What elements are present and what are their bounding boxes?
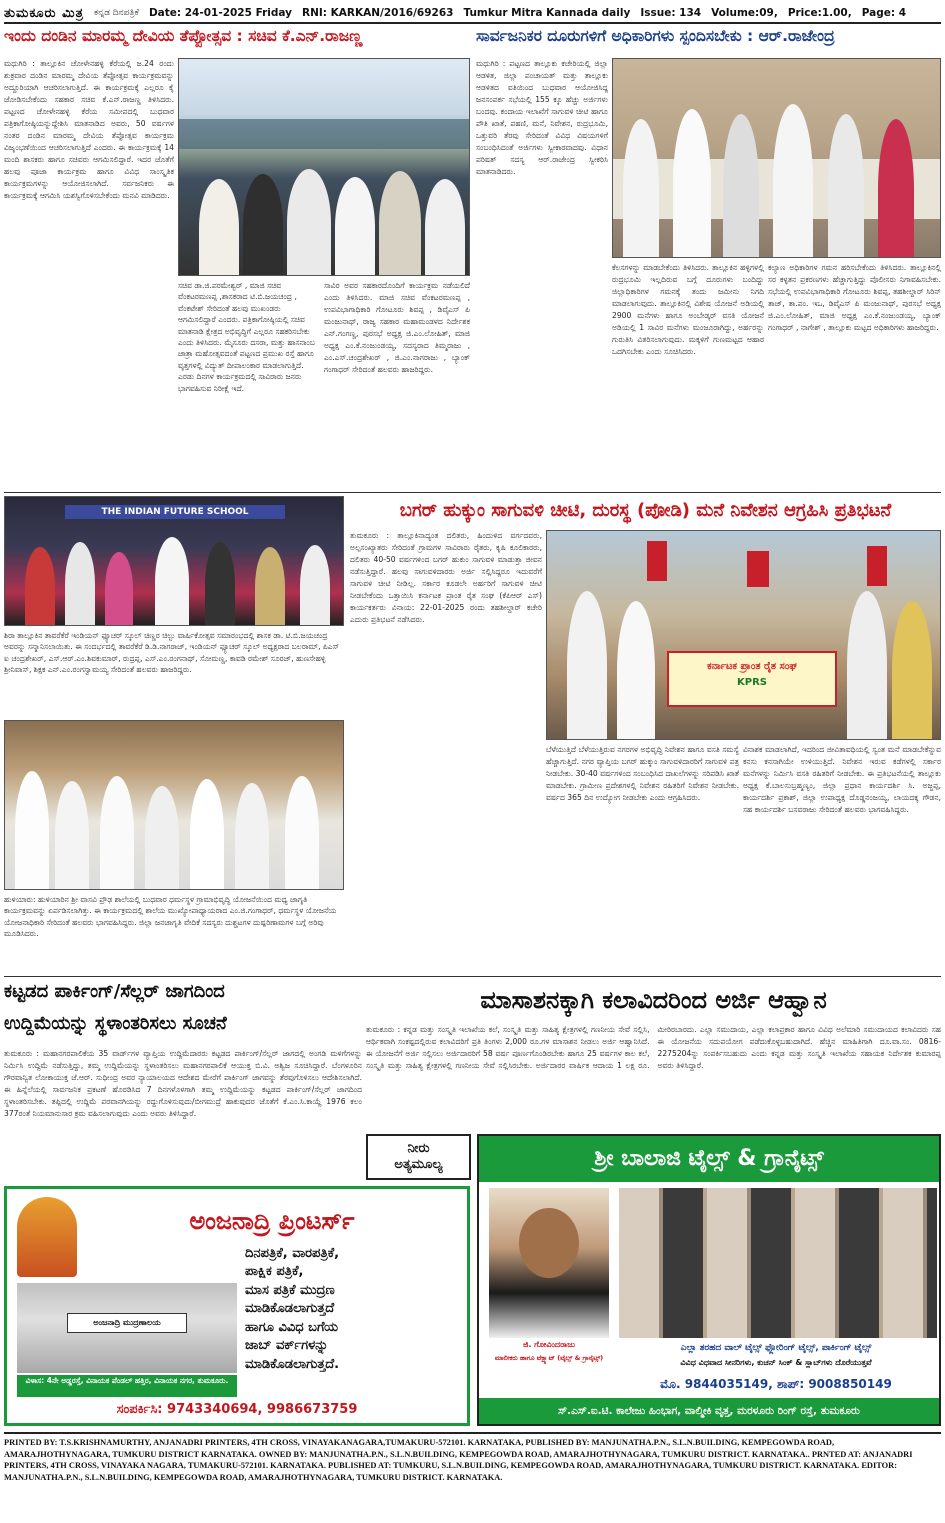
protest-photo	[546, 530, 941, 740]
masthead	[4, 4, 941, 24]
story2-column-3: ಕಲ್ಯಾಣ ಅಧಿಕಾರಿಗಳ ಗಮನ ಹರಿಸಬೇಕೆಂದು ತಿಳಿಸಿದರು. ತಾಲ್ಲೂಕಿನಲ್ಲಿ ಸರ ಕಳ್ಳತನ ಪ್ರಕರಣಗಳು ಹೆಚ್ಚಾಗುತ್ತಿದ್ದು ಪೊಲೀಸರು ನಿಗಾವಹಿಸಬೇಕು. ಸಭೆಯಲ್ಲಿ ಉಪವಿಭಾಗಾಧಿಕಾರಿ ಗೋಟೂರು ಶಿವಪ್ಪ, ತಹಶೀಲ್ದಾರ್ ಸಿರಿನ್ ತಾಜ್, ತಾ.ಪಂ. ಇಒ, ಡಿವೈಎಸ್ ಪಿ ಮಂಜುನಾಥ್, ಪುರಸಭೆ ಅಧ್ಯಕ್ಷ ಜಿ.ಎಂ.ಲೋಹಿತ್, ಮಾಜಿ ಅಧ್ಯಕ್ಷ ಎಂ.ಕೆ.ನಂಜುಂಡಯ್ಯ, ಬ್ಯಾಂಕ್ ಗಂಗಾಧರ್ , ನಾಗೇಶ್ , ತಾಲ್ಲೂಕು ಮಟ್ಟದ ಅಧಿಕಾರಿಗಳು ಹಾಜರಿದ್ದರು.	[768, 263, 941, 332]
balaji-desc-2: ವಿವಿಧ ವಿಧವಾದ ಸೀನರಿಗಳು, ಕುಚನ್ ಸಿಂಕ್ & ಸ್ಲಾಬ್‌ಗಳು ದೊರೆಯುತ್ತವೆ	[680, 1358, 872, 1367]
story2-headline: ಸಾರ್ವಜನಿಕರ ದೂರುಗಳಿಗೆ ಅಧಿಕಾರಿಗಳು ಸ್ಪಂದಿಸಬೇಕು : ಆರ್.ರಾಜೇಂದ್ರ	[476, 28, 835, 45]
owner-title: ಮಾಲೀಕರು ಹಾಗೂ ಟೆಕ್ಷ್ಯಾಟ್ (ಟೈಲ್ಸ್ & ಗ್ರಾನೈಟ್ಸ್)	[494, 1354, 604, 1362]
balaji-ad-title: ಶ್ರೀ ಬಾಲಾಜಿ ಟೈಲ್ಸ್ & ಗ್ರಾನೈಟ್ಸ್	[479, 1136, 939, 1182]
protest-banner-text: ಕರ್ನಾಟಕ ಪ್ರಾಂತ ರೈತ ಸಂಘ	[707, 661, 797, 672]
story4-headline-line1: ಕಟ್ಟಡದ ಪಾರ್ಕಿಂಗ್/ಸೆಲ್ಲರ್ ಜಾಗದಿಂದ	[4, 982, 225, 1002]
story4-headline-line2: ಉದ್ದಿಮೆಯನ್ನು ಸ್ಥಳಾಂತರಿಸಲು ಸೂಚನೆ	[4, 1014, 227, 1034]
masthead-subtitle: ಕನ್ನಡ ದಿನಪತ್ರಿಕೆ	[93, 8, 139, 18]
school-event-photo	[4, 496, 344, 626]
service-line: ಜಾಬ್ ವರ್ಕ್‌ಗಳನ್ನು	[245, 1338, 329, 1354]
story2-photo	[612, 58, 941, 258]
school-caption-1: ಶಿರಾ ತಾಲ್ಲೂಕಿನ ತಾವರೆಕೆರೆ ಇಂಡಿಯನ್ ಫ್ಯೂಚರ್ ಸ್ಕೂಲ್ ಚಿಣ್ಣರ ಚಿಲ್ಟು ವಾರ್ಷಿಕೋತ್ಸವ ಸಮಾರಂಭದಲ್ಲಿ ಶಾಸಕ ಡಾ. ಟಿ.ಬಿ.ಜಯಚಂದ್ರ ಅವರನ್ನು ಸನ್ಮಾನಿಸಲಾಯಿತು. ಈ ಸಂದರ್ಭದಲ್ಲಿ ತಾವರೆಕೆರೆ ಡಿ.ಡಿ.ನಾಗರಾಜ್, ಇಂಡಿಯನ್ ಫ್ಯೂಚರ್ ಸ್ಕೂಲ್ ಅಧ್ಯಕ್ಷರಾದ ಬಲರಾಮ್, ಪಿಎಸ್ ಐ ಚಂದ್ರಶೇಖರ್, ಎಸ್.ಆರ್.ಎಂ.ಶಿವಕುಮಾರ್, ರುದ್ರಪ್ಪ, ಎಸ್.ಎಂ.ರಂಗನಾಥ್, ಸೋಮಣ್ಣ, ಕಾವಡಿ ರಮೇಶ್ ಸೂರಜ್, ಹುಣಸೇಹಳ್ಳಿ ಶ್ರೀನಿವಾಸ್, ಶಿಕ್ಷಕ ಎನ್.ಎಂ.ರಂಗಸ್ವಾಮಯ್ಯ ಸೇರಿದಂತೆ ಹಲವರು ಹಾಜರಿದ್ದರು.	[4, 631, 340, 675]
story2-column-1: ಮಧುಗಿರಿ : ಪಟ್ಟಣದ ತಾಲ್ಲೂಕು ಕಚೇರಿಯಲ್ಲಿ ಜಿಲ್ಲಾ ಆಡಳಿತ, ಜಿಲ್ಲಾ ಪಂಚಾಯತ್ ಮತ್ತು ತಾಲ್ಲೂಕು ಆಡಳಿತದ ವತಿಯಿಂದ ಬುಧವಾರ ಆಯೋಜಿಸಿದ್ದ ಜನಸಂಪರ್ಕ ಸಭೆಯಲ್ಲಿ 155 ಕ್ಕೂ ಹೆಚ್ಚು ಅರ್ಜಿಗಳು ಬಂದವು. ಕಂದಾಯ ಇಲಾಖೆಗೆ ಸಾಗುವಳಿ ಚೀಟಿ ಹಾಗೂ ಪೌತಿ ಖಾತೆ, ಪಹಣಿ, ಮನೆ, ನಿವೇಶನ, ರುದ್ರಭೂಮಿ, ಒತ್ತುವರಿ ತೆರವು ಸೇರಿದಂತೆ ವಿವಿಧ ವಿಷಯಗಳಿಗೆ ಸಂಬಂಧಿಸಿದಂತೆ ಅರ್ಜಿಗಳು ಸ್ವೀಕಾರವಾದವು. ವಿಧಾನ ಪರಿಷತ್ ಸದಸ್ಯ ಆರ್.ರಾಜೇಂದ್ರ ಸ್ವೀಕರಿಸಿ ಮಾತನಾಡಿದರು.	[476, 59, 608, 176]
story1-column-3: ಸಾವಿರ ಅವರ ಸಹಕಾರದೊಂದಿಗೆ ಕಾರ್ಯಕ್ರಮ ನಡೆಯಲಿದೆ ಎಂದು ತಿಳಿಸಿದರು. ಮಾಜಿ ಸಚಿವ ವೆಂಕಟರಮಣಪ್ಪ , ಉಪವಿಭಾಗಾಧಿಕಾರಿ ಗೋಟೂರು ಶಿವಪ್ಪ , ಡಿವೈಎಸ್ ಪಿ ಮಂಜುನಾಥ್, ರಾಜ್ಯ ಸಹಕಾರ ಮಹಾಮಂಡಳದ ನಿರ್ದೇಶಕ ಎನ್.ಗಂಗಣ್ಣ, ಪುರಸಭೆ ಅಧ್ಯಕ್ಷ ಜಿ.ಎಂ.ಲೋಹಿತ್, ಮಾಜಿ ಅಧ್ಯಕ್ಷ ಎಂ.ಕೆ.ನಂಜುಂಡಯ್ಯ, ಸದಸ್ಯರಾದ ತಿಮ್ಮರಾಜು , ಎಂ.ಎಸ್.ಚಂದ್ರಶೇಖರ್ , ಜಿ.ಎಂ.ನಾಗರಾಜು , ಬ್ಯಾಂಕ್ ಗಂಗಾಧರ್ ಸೇರಿದಂತೆ ಹಲವರು ಹಾಜರಿದ್ದರು.	[324, 281, 470, 374]
rni-number: RNI: KARKAN/2016/69263	[301, 7, 454, 19]
story1-photo	[178, 58, 470, 276]
price: Price:1.00,	[787, 7, 852, 19]
imprint-footer: PRINTED BY: T.S.KRISHNAMURTHY, ANJANADRI PRINTERS, 4TH CROSS, VINAYAKANAGARA,TUMAKURU-572101. KARNATAKA, PUBLISHED BY: MANJUNATHA.P.N., S.L.N.BUILDING, KEMPEGOWDA ROAD, AMARAJHOTHYNAGARA, TUMKURU DISTRICT KARNATAKA. OWNED BY: MANJUNATHA.P.N., S.L.N.BUILDING, KEMPEGOWDA ROAD, AMARAJHOTHYNAGARA, TUMKURU DISTRICT. KARNATAKA.. PRNTED AT: ANJANADRI PRINTERS, 4TH CROSS, VINAYAKA NAGARA, TUMAKURU-572101. KARNATAKA. PUBLISHED AT: TUMKURU, S.L.N.BUILDING, KEMPEGOWDA ROAD, AMARAJHOTHYNAGARA, TUMKURU DISTRICT. KARNATAKA. EDITOR: MANJUNATHA.P.N., S.L.N.BUILDING, KEMPEGOWDA ROAD, AMARAJHOTHYNAGARA, TUMKURU DISTRICT. KARNATAKA.	[4, 1432, 941, 1518]
students-photo	[4, 720, 344, 890]
story3-column-1: ತುಮಕೂರು : ತಾಲ್ಲೂಕಿನಾದ್ಯಂತ ದಲಿತರು, ಹಿಂದುಳಿದ ವರ್ಗದವರು, ಅಲ್ಪಸಂಖ್ಯಾತರು ಸೇರಿದಂತೆ ಗ್ರಾಮಗಳ ಸಾವಿರಾರು ರೈತರು, ಕೃಷಿ ಕೂಲಿಕಾರರು, ದಲಿತರು 40-50 ವರ್ಷಗಳಿಂದ ಬಗರ್ ಹುಕುಂ ಸಾಗುವಳಿ ಮಾಡುತ್ತಾ ಜೀವನ ನಡೆಸುತ್ತಿದ್ದಾರೆ. ಹಲವು ಸಾಗುವಳಿದಾರರು ಅರ್ಜಿ ಸಲ್ಲಿಸಿದ್ದರೂ ಇದುವರೆಗೆ ಸಾಗುವಳಿ ಚೀಟಿ ನೀಡಿಲ್ಲ. ಸರ್ಕಾರ ಕೂಡಲೇ ಅರ್ಹರಿಗೆ ಸಾಗುವಳಿ ಚೀಟಿ ನೀಡಬೇಕೆಂದು ಒತ್ತಾಯಿಸಿ ಕರ್ನಾಟಕ ಪ್ರಾಂತ ರೈತ ಸಂಘ (ಕೆಪಿಆರ್ ಎಸ್) ಕಾರ್ಯಕರ್ತರು ವಿನಾಯ: 22-01-2025 ರಂದು ತಹಶೀಲ್ದಾರ್ ಕಚೇರಿ ಎದುರು ಪ್ರತಿಭಟನೆ ನಡೆಸಿದರು.	[350, 531, 542, 624]
school-caption-2: ಹುಳಿಯಾರು: ಹುಳಿಯಾರಿನ ಶ್ರೀ ವಾಸವಿ ಪ್ರೌಢ ಶಾಲೆಯಲ್ಲಿ ಬುಧವಾರ ಧರ್ಮಸ್ಥಳ ಗ್ರಾಮಾಭಿವೃದ್ಧಿ ಯೋಜನೆಯಿಂದ ಮಧ್ಯ ಜಾಗೃತಿ ಕಾರ್ಯಕ್ರಮವನ್ನು ಏರ್ಪಡಿಸಲಾಗಿತ್ತು. ಈ ಕಾರ್ಯಕ್ರಮದಲ್ಲಿ ಶಾಲೆಯ ಮುಖ್ಯೋಪಾಧ್ಯಾಯರಾದ ಎಂ.ಜಿ.ಗಂಗಾಧರ್, ಧರ್ಮಸ್ಥಳ ಯೋಜನೆಯ ಯೋಜನಾಧಿಕಾರಿ ಸೇರಿದಂತೆ ಹಲವರು ಭಾಗವಹಿಸಿದ್ದರು. ಜಿಲ್ಲಾ ಜನಜಾಗೃತಿ ವೇದಿಕೆ ಸದಸ್ಯರು ದುಶ್ಚಟಗಳ ದುಷ್ಪರಿಣಾಮಗಳ ಬಗ್ಗೆ ಅರಿವು ಮೂಡಿಸಿದರು.	[4, 895, 337, 939]
anjanadri-printers-ad	[4, 1186, 470, 1426]
service-line: ಮಾಸ ಪತ್ರಿಕೆ ಮುದ್ರಣ	[245, 1282, 335, 1298]
service-line: ದಿನಪತ್ರಿಕೆ, ವಾರಪತ್ರಿಕೆ,	[245, 1246, 340, 1261]
service-line: ಮಾಡಿಕೊಡಲಾಗುತ್ತದೆ	[245, 1301, 335, 1317]
newspaper-logo: ತುಮಕೂರು ಮಿತ್ರ	[4, 5, 84, 21]
story2-column-2: ಕೆಲಸಗಳನ್ನು ಮಾಡಬೇಕೆಂದು ತಿಳಿಸಿದರು. ತಾಲ್ಲೂಕಿನ ಹಳ್ಳಿಗಳಲ್ಲಿ ರುದ್ರಭೂಮಿ ಇಲ್ಲದಿರುವ ಬಗ್ಗೆ ದೂರುಗಳು ಬಂದಿದ್ದು ಜಿಲ್ಲಾಧಿಕಾರಿಗಳ ಗಮನಕ್ಕೆ ತಂದು ಜಮೀನು ನಿಗದಿ ಮಾಡಲಾಗುವುದು. ತಾಲ್ಲೂಕಿನಲ್ಲಿ ವಿಶೇಷ ಯೋಜನೆ ಅಡಿಯಲ್ಲಿ 2900 ಮನೆಗಳು ಹಾಗೂ ಅಂಬೇಡ್ಕರ್ ವಸತಿ ಯೋಜನೆ ಅಡಿಯಲ್ಲಿ 1 ಸಾವಿರ ಮನೆಗಳು ಮಂಜೂರಾಗಿದ್ದು, ಅರ್ಹರನ್ನು ಗುರುತಿಸಿ ವಿತರಿಸಲಾಗುವುದು. ಮಕ್ಕಳಿಗೆ ಗುಣಮಟ್ಟದ ಆಹಾರ ಒದಗಿಸಬೇಕು ಎಂದು ಸೂಚಿಸಿದರು.	[612, 263, 764, 356]
protest-banner-kprs: KPRS	[737, 677, 767, 688]
story3-column-3: ವಿನಾಶಕ ಮಾಡಲಾಗಿದೆ, ಇದರಿಂದ ಜೀವಿತಾವಧಿಯಲ್ಲಿ ಸ್ವಂತ ಮನೆ ಮಾಡಬೇಕೆನ್ನುವ ಕನಸು ಕನಸಾಗಿಯೇ ಉಳಿಯುತ್ತಿದೆ. ನಿವೇಶನ ಇರುವ ಕಡೆಗಳಲ್ಲಿ ಸರ್ಕಾರ ಮನೆಗಳನ್ನು ನಿರ್ಮಿಸಿ ವಸತಿ ರಹಿತರಿಗೆ ನೀಡಬೇಕು. ಈ ಪ್ರತಿಭಟನೆಯಲ್ಲಿ ತಾಲ್ಲೂಕು ಅಧ್ಯಕ್ಷ ಕೆ.ಬಾಲಸುಬ್ರಹ್ಮಣ್ಯಂ, ಜಿಲ್ಲಾ ಪ್ರಧಾನ ಕಾರ್ಯದರ್ಶಿ ಸಿ. ಅಜ್ಜಪ್ಪ, ಕಾರ್ಯದರ್ಶಿ ಪ್ರಕಾಶ್, ಜಿಲ್ಲಾ ಉಪಾಧ್ಯಕ್ಷ ದೊಡ್ಡನಂಜಯ್ಯ, ಲಾಯದಕ್ಕ ಗೌಡನ, ಸಹ ಕಾರ್ಯದರ್ಶಿ ಬಸವರಾಜು ಸೇರಿದಂತೆ ಹಲವರು ಭಾಗವಹಿಸಿದ್ದರು.	[743, 745, 941, 814]
story3-column-2: ಬೆಳೆಯುತ್ತಿದೆ ಬೆಳೆಯುತ್ತಿರುವ ನಗರಗಳ ಅಭಿವೃದ್ಧಿ ನಿವೇಶನ ಹಾಗೂ ವಸತಿ ಸಮಸ್ಯೆ ಹೆಚ್ಚಾಗುತ್ತಿದೆ. ನಗರ ವ್ಯಾಪ್ತಿಯ ಬಗರ್ ಹುಕ್ಕುಂ ಸಾಗುವಳಿದಾರರಿಗೆ ಸಾಗುವಳಿ ಪತ್ರ ನೀಡಬೇಕು. 30-40 ವರ್ಷಗಳಿಂದ ಸಂಬಂಧಿಸಿದ ದಾಖಲೆಗಳನ್ನು ಸರಿಪಡಿಸಿ ಖಾತೆ ಮಾಡಬೇಕು. ಗ್ರಾಮೀಣ ಪ್ರದೇಶಗಳಲ್ಲಿ ನಿವೇಶನ ರಹಿತರಿಗೆ ನಿವೇಶನ ನೀಡಬೇಕು. ವರ್ಷದ 365 ದಿನ ಉದ್ಯೋಗ ನೀಡಬೇಕು ಎಂದು ಆಗ್ರಹಿಸಿದರು.	[546, 745, 739, 802]
protest-banner	[667, 651, 837, 707]
story2-column-1b	[476, 262, 608, 490]
story3-headline: ಬಗರ್ ಹುಕ್ಕುಂ ಸಾಗುವಳಿ ಚೀಟಿ, ದುರಸ್ಥ (ಪೋಡಿ) ಮನೆ ನಿವೇಶನ ಆಗ್ರಹಿಸಿ ಪ್ರತಿಭಟನೆ	[399, 500, 892, 521]
page-number: Page: 4	[861, 7, 907, 19]
volume: Volume:09,	[711, 7, 778, 19]
anjanadri-services	[245, 1245, 465, 1374]
balaji-tiles-ad	[477, 1134, 941, 1426]
tiles-products-photo	[619, 1188, 937, 1338]
balaji-desc-1: ಎಲ್ಲಾ ತರಹದ ವಾಲ್ ಟೈಲ್ಸ್ ಫ್ಲೋರಿಂಗ್ ಟೈಲ್ಸ್, ಪಾರ್ಕಿಂಗ್ ಟೈಲ್ಸ್	[680, 1343, 872, 1353]
paper-name: Tumkur Mitra Kannada daily	[463, 7, 631, 19]
story4-body: ತುಮಕೂರು : ಮಹಾನಗರಪಾಲಿಕೆಯ 35 ವಾರ್ಡ್‌ಗಳ ವ್ಯಾಪ್ತಿಯ ಉದ್ದಿಮೆದಾರರು ಕಟ್ಟಡದ ಪಾರ್ಕಿಂಗ್/ಸೆಲ್ಲರ್ ಜಾಗದಲ್ಲಿ ಅಂಗಡಿ ಮಳಿಗೆಗಳನ್ನು ನಿರ್ಮಿಸಿ ಉದ್ದಿಮೆ ನಡೆಸುತ್ತಿದ್ದು, ತಮ್ಮ ಉದ್ದಿಮೆಯನ್ನು ಸ್ಥಳಾಂತರಿಸಲು ಮಹಾನಗರಪಾಲಿಕೆ ಆಯುಕ್ತ ಬಿ.ವಿ. ಅಶ್ವಿಜ ಸೂಚಿಸಿದ್ದಾರೆ. ಬೆಂಗಳೂರಿನ ಗೌರವಾನ್ವಿತ ಲೋಕಾಯುಕ್ತ ಜೆ.ಆರ್. ಸುಧೀಂದ್ರ ಅವರ ನ್ಯಾಯಾಲಯದ ಆದೇಶದ ಮೇರೆಗೆ ಪಾರ್ಕಿಂಗ್ ಜಾಗವನ್ನು ತೆರವುಗೊಳಿಸಲು ಆದೇಶಿಸಲಾಗಿದೆ. ಈ ಹಿನ್ನೆಲೆಯಲ್ಲಿ ಸಾರ್ವಜನಿಕ ಪ್ರಕಟಣೆ ಹೊರಡಿಸಿದ 7 ದಿನಗಳೊಳಗಾಗಿ ತಮ್ಮ ಉದ್ದಿಮೆಯನ್ನು ಕಟ್ಟಡದ ಪಾರ್ಕಿಂಗ್/ಸೆಲ್ಲರ್ ಜಾಗದಿಂದ ಸ್ಥಳಾಂತರಿಸಬೇಕು. ತಪ್ಪಿದಲ್ಲಿ ಉದ್ದಿಮೆ ಪರವಾನಗಿಯನ್ನು ರದ್ದುಗೊಳಿಸುವುದು/ಬೀಗಮುದ್ರೆ ಹಾಕುವುದರ ಜೊತೆಗೆ ಕೆ.ಎಂ.ಸಿ.ಕಾಯ್ದೆ 1976 ಕಲಂ 377ರಂತೆ ನಿಯಮಾನುಸಾರ ಕ್ರಮ ವಹಿಸಲಾಗುವುದು ಎಂದು ಅವರು ತಿಳಿಸಿದ್ದಾರೆ.	[4, 1049, 362, 1118]
water-precious-box	[366, 1134, 471, 1180]
service-line: ಹಾಗೂ ವಿವಿಧ ಬಗೆಯ	[245, 1319, 339, 1335]
anjanadri-address: ವಿಳಾಸ: 4ನೇ ಅಡ್ಡರಸ್ತೆ, ವಿನಾಯಕ ಪೆಂಡಲ್ ಹತ್ತಿರ, ವಿನಾಯಕ ನಗರ, ತುಮಕೂರು.	[17, 1375, 237, 1397]
service-line: ಮಾಡಿಕೊಡಲಾಗುತ್ತದೆ.	[245, 1356, 340, 1372]
shop-sign: ಅಂಜನಾದ್ರಿ ಮುದ್ರಣಾಲಯ	[67, 1313, 187, 1333]
story5-body: ತುಮಕೂರು : ಕನ್ನಡ ಮತ್ತು ಸಂಸ್ಕೃತಿ ಇಲಾಖೆಯ ಕಲೆ, ಸಂಸ್ಕೃತಿ ಮತ್ತು ಸಾಹಿತ್ಯ ಕ್ಷೇತ್ರಗಳಲ್ಲಿ ಗಣನೀಯ ಸೇವೆ ಸಲ್ಲಿಸಿ, ಆರ್ಥಿಕವಾಗಿ ಸಂಕಷ್ಟದಲ್ಲಿರುವ ಕಲಾವಿದರಿಗೆ ಪ್ರತಿ ತಿಂಗಳು 2,000 ರೂ.ಗಳ ಮಾಸಾಶನ ನೀಡಲು ಅರ್ಜಿ ಆಹ್ವಾನಿಸಿದೆ. ಈ ಯೋಜನೆಗೆ ಅರ್ಜಿ ಸಲ್ಲಿಸಲು ಅರ್ಜಿದಾರರಿಗೆ 58 ವರ್ಷ ಪೂರ್ಣಗೊಂಡಿರಬೇಕು ಹಾಗೂ 25 ವರ್ಷಗಳ ಕಾಲ ಕಲೆ, ಸಂಸ್ಕೃತಿ ಮತ್ತು ಸಾಹಿತ್ಯ ಕ್ಷೇತ್ರಗಳಲ್ಲಿ ಗಣನೀಯ ಸೇವೆ ಸಲ್ಲಿಸಿರಬೇಕು. ಅರ್ಜಿದಾರರ ವಾರ್ಷಿಕ ಆದಾಯ 1 ಲಕ್ಷ ರೂ. ಮೀರಿರಬಾರದು. ಎಲ್ಲಾ ಸಮುದಾಯ, ಎಲ್ಲಾ ಕಲಾಪ್ರಕಾರ ಹಾಗೂ ವಿವಿಧ ಅಲೆಮಾರಿ ಸಮುದಾಯದ ಕಲಾವಿದರು ಸಹ ಈ ಯೋಜನೆಯ ಸದುಪಯೋಗ ಪಡೆದುಕೊಳ್ಳಬಹುದಾಗಿದೆ. ಹೆಚ್ಚಿನ ಮಾಹಿತಿಗಾಗಿ ದೂ.ವಾ.ಸಂ. 0816-2275204ನ್ನು ಸಂಪರ್ಕಿಸಬಹುದು ಎಂದು ಕನ್ನಡ ಮತ್ತು ಸಂಸ್ಕೃತಿ ಇಲಾಖೆಯ ಸಹಾಯಕ ನಿರ್ದೇಶಕ ಕುಮಾರಪ್ಪ ಅವರು ತಿಳಿಸಿದ್ದಾರೆ.	[366, 1025, 941, 1070]
service-line: ಪಾಕ್ಷಿಕ ಪತ್ರಿಕೆ,	[245, 1264, 304, 1280]
story5-headline: ಮಾಸಾಶನಕ್ಕಾಗಿ ಕಲಾವಿದರಿಂದ ಅರ್ಜಿ ಆಹ್ವಾನ	[480, 986, 827, 1014]
water-line-2: ಅತ್ಯಮೂಲ್ಯ	[394, 1157, 443, 1172]
story1-column-1: ಮಧುಗಿರಿ : ತಾಲ್ಲೂಕಿನ ಚೋಳೇನಹಳ್ಳಿ ಕೆರೆಯಲ್ಲಿ ಜ.24 ರಂದು ಶುಕ್ರವಾರ ದಂಡಿನ ಮಾರಮ್ಮ ದೇವಿಯ ತೆಪ್ಪೋತ್ಸವ ಕಾರ್ಯಕ್ರಮವನ್ನು ಅದ್ದೂರಿಯಾಗಿ ಆಚರಿಸಲಾಗುತ್ತಿದೆ. ಈ ಕಾರ್ಯಕ್ರಮಕ್ಕೆ ಎಲ್ಲರೂ ಕೈ ಜೋಡಿಸಬೇಕೆಂದು ಸಹಕಾರ ಸಚಿವ ಕೆ.ಎನ್.ರಾಜಣ್ಣ ತಿಳಿಸಿದರು. ಪಟ್ಟಣದ ಚೋಳೇನಹಳ್ಳಿ ಕೆರೆಯ ಸಮೀಪದಲ್ಲಿ ಬುಧವಾರ ಪತ್ರಿಕಾಗೋಷ್ಠಿಯನ್ನುದ್ದೇಶಿಸಿ ಮಾತನಾಡಿದ ಅವರು, 50 ವರ್ಷಗಳ ನಂತರ ದಂಡಿನ ಮಾರಮ್ಮ ದೇವಿಯ ತೆಪ್ಪೋತ್ಸವ ಕಾರ್ಯಕ್ರಮ ವಿಜೃಂಭಣೆಯಿಂದ ಆಚರಿಸಲಾಗುತ್ತಿದೆ ಎಂದರು. ಈ ಕಾರ್ಯಕ್ರಮಕ್ಕೆ 14 ಮಂದಿ ಶಾಸಕರು ಹಾಗೂ ಸಚಿವರು ಆಗಮಿಸಲಿದ್ದಾರೆ. ಇದರ ಜೊತೆಗೆ ಹಲವು ಪೂಜಾ ಕಾರ್ಯಕ್ರಮ ಹಾಗೂ ವಿವಿಧ ಸಾಂಸ್ಕೃತಿಕ ಕಾರ್ಯಕ್ರಮಗಳನ್ನು ಆಯೋಜಿಸಲಾಗಿದೆ. ಸರ್ವಜನಿಕರು ಈ ಕಾರ್ಯಕ್ರಮಕ್ಕೆ ಆಗಮಿಸಿ ಯಶಸ್ವಿಗೊಳಿಸಬೇಕೆಂದು ಮನವಿ ಮಾಡಿದರು.	[4, 59, 174, 200]
story1-headline: ಇಂದು ದಂಡಿನ ಮಾರಮ್ಮ ದೇವಿಯ ತೆಪ್ಪೋತ್ಸವ : ಸಚಿವ ಕೆ.ಎನ್.ರಾಜಣ್ಣ	[4, 28, 363, 45]
issue-date: Date: 24-01-2025 Friday	[148, 7, 292, 19]
print-shop-photo	[17, 1283, 237, 1373]
anjanadri-contact: ಸಂಪರ್ಕಿಸಿ: 9743340694, 9986673759	[116, 1402, 358, 1417]
water-line-1: ನೀರು	[407, 1140, 430, 1156]
hanuman-icon	[17, 1197, 77, 1277]
school-banner: THE INDIAN FUTURE SCHOOL	[65, 505, 285, 519]
issue-number: Issue: 134	[640, 7, 702, 19]
owner-photo	[489, 1188, 609, 1338]
anjanadri-ad-title: ಅಂಜನಾದ್ರಿ ಪ್ರಿಂಟರ್ಸ್	[189, 1207, 355, 1235]
balaji-address: ಸ್.ಎಸ್.ಐ.ಟಿ. ಕಾಲೇಜು ಹಿಂಭಾಗ, ವಾಲ್ಮೀಕಿ ವೃತ್ತ, ಮರಳೂರು ರಿಂಗ್ ರಸ್ತೆ, ತುಮಕೂರು	[479, 1398, 939, 1424]
owner-name: ಜಿ. ಗೋವಿಂದರಾಜು	[522, 1340, 576, 1349]
balaji-phone: ಮೊ. 9844035149, ಶಾಪ್: 9008850149	[660, 1377, 892, 1391]
story1-caption: ಸಚಿವ ಡಾ.ಜಿ.ಪರಮೇಶ್ವರ್ , ಮಾಜಿ ಸಚಿವ ವೆಂಕಟರಮಣಪ್ಪ ,ಶಾಸಕರಾದ ಟಿ.ಬಿ.ಜಯಚಂದ್ರ , ವೆಂಕಟೇಶ್ ಸೇರಿದಂತೆ ಹಲವು ಮುಖಂಡರು ಆಗಮಿಸಲಿದ್ದಾರೆ ಎಂದರು. ಪತ್ರಿಕಾಗೋಷ್ಠಿಯಲ್ಲಿ ಸಚಿವ ಮಾತನಾಡಿ ಕ್ಷೇತ್ರದ ಅಭಿವೃದ್ಧಿಗೆ ಎಲ್ಲರೂ ಸಹಕರಿಸಬೇಕು ಎಂದು ತಿಳಿಸಿದರು. ಮೈಸೂರು ದಸರಾ, ಮತ್ತು ಹಾಸನಾಂಬ ಜಾತ್ರಾ ಮಹೋತ್ಸವದಂತೆ ಪಟ್ಟಣದ ಪ್ರಮುಖ ರಸ್ತೆ ಹಾಗೂ ವೃತ್ತಗಳಲ್ಲಿ ವಿದ್ಯುತ್ ದೀಪಾಲಂಕಾರ ಮಾಡಲಾಗುತ್ತಿದೆ. ಎರಡು ದಿನಗಳ ಕಾರ್ಯಕ್ರಮದಲ್ಲಿ ಸಾವಿರಾರು ಜನರು ಭಾಗವಹಿಸುವ ನಿರೀಕ್ಷೆ ಇದೆ.	[178, 281, 315, 393]
